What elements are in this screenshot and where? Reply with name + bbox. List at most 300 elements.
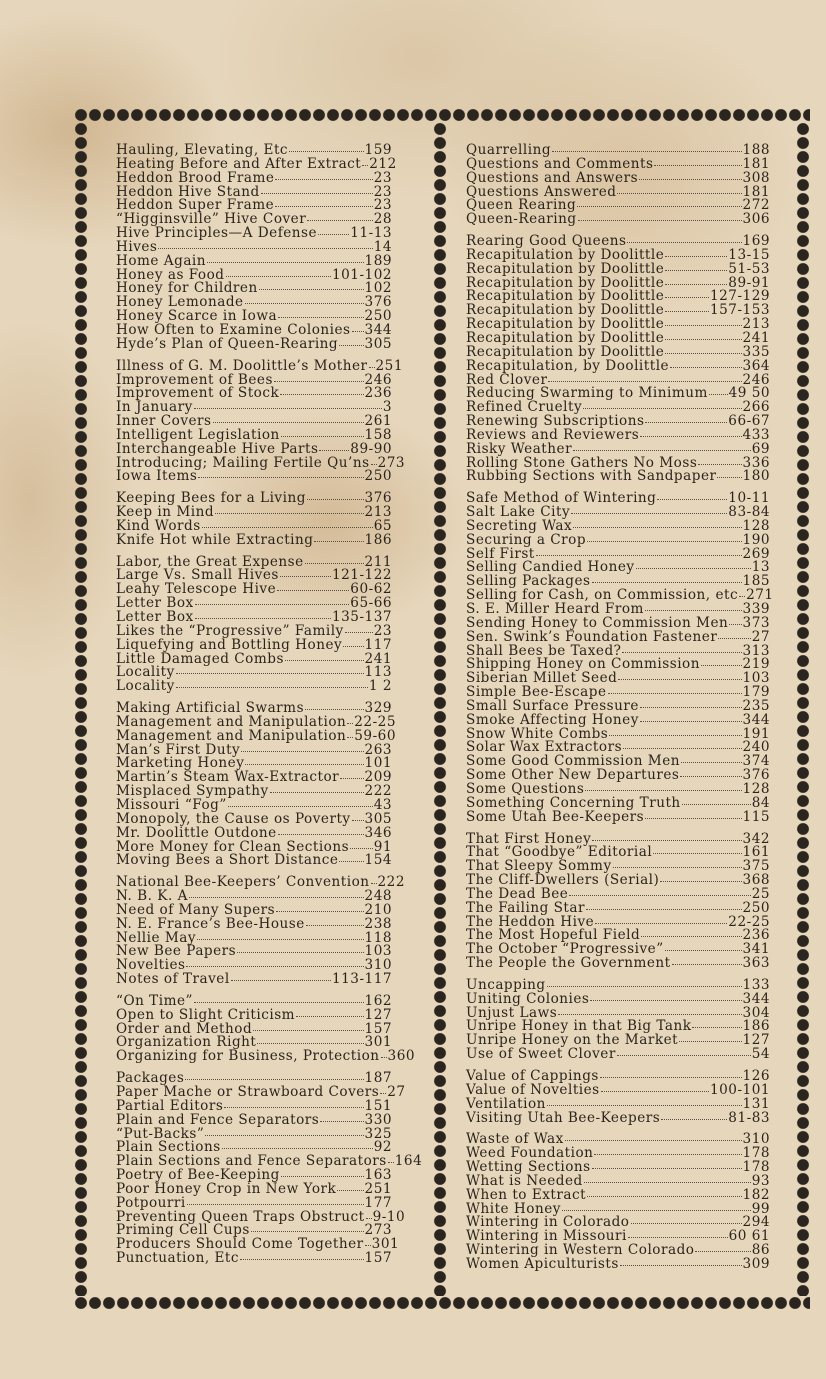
dot-leader [631,1222,742,1224]
dot-leader [620,1264,742,1266]
entry-page-number: 127 [364,1006,392,1023]
entry-page-number: 23 [373,169,392,186]
entry-page-number: 190 [742,531,770,548]
entry-page-number: 28 [373,211,392,228]
entry-page-number: 238 [364,915,392,932]
entry-page-number: 11-13 [350,225,392,242]
entry-page-number: 346 [364,824,392,841]
dot-leader [665,269,727,271]
dot-leader [661,1118,727,1120]
dot-leader [369,366,375,368]
entry-page-number: 188 [742,142,770,158]
entry-title: Honey Scarce in Iowa [116,308,278,325]
entry-title: Hyde’s Plan of Queen-Rearing [116,335,339,352]
dot-leader [347,722,353,724]
dot-leader [306,924,364,926]
dot-leader [289,150,364,152]
dot-leader [571,512,727,514]
entry-title: How Often to Examine Colonies [116,321,351,338]
dot-leader [352,819,364,821]
dot-leader [641,935,741,937]
entry-title: Refined Cruelty [466,399,583,416]
entry-title: Keep in Mind [116,504,215,521]
entry-title: Selling Packages [466,573,591,590]
entry-page-number: 60-62 [350,581,392,598]
dot-leader [381,1056,387,1058]
entry-page-number: 128 [742,780,770,797]
entry-page-number: 154 [364,852,392,869]
entry-title: Punctuation, Etc [116,1250,239,1267]
entry-title: The People the Government [466,955,671,972]
entry-title: Visiting Utah Bee-Keepers [466,1109,661,1126]
dot-leader [654,164,741,166]
entry-page-number: 240 [742,739,770,756]
entry-title: Simple Bee-Escape [466,684,607,701]
entry-title: Shall Bees be Taxed? [466,642,622,659]
entry-page-number: 181 [742,155,770,172]
dot-leader [280,393,363,395]
entry-page-number: 91 [373,838,392,855]
entry-title: Hive Principles—A Defense [116,225,318,242]
entry-page-number: 162 [364,992,392,1009]
dot-leader [339,344,363,346]
entry-title: Small Surface Pressure [466,697,639,714]
dot-leader [578,219,742,221]
entry-page-number: 304 [742,1004,770,1021]
entry-title: Some Utah Bee-Keepers [466,808,645,825]
entry-title: Selling for Cash, on Commission, etc [466,587,739,604]
index-entry [466,470,770,484]
entry-title: “Higginsville” Hive Cover [116,211,307,228]
dot-leader [202,526,373,528]
entry-title: Leahy Telescope Hive [116,581,277,598]
dot-leader [595,922,727,924]
dot-leader [388,1161,394,1163]
entry-page-number: 14 [373,238,392,255]
entry-page-number: 186 [364,531,392,548]
entry-page-number: 374 [742,753,770,770]
entry-page-number: 157 [364,1250,392,1267]
dot-leader [717,476,741,478]
dot-leader [281,435,364,437]
dot-leader [205,1134,363,1136]
dot-leader [176,672,364,674]
entry-page-number: 103 [742,670,770,687]
entry-title: Queen-Rearing [466,211,577,228]
entry-page-number: 222 [364,783,392,800]
entry-page-number: 433 [742,426,770,443]
entry-page-number: 178 [742,1145,770,1162]
entry-title: Queen Rearing [466,197,577,214]
dot-leader [640,720,742,722]
dot-leader [187,1203,364,1205]
entry-title: Heddon Brood Frame [116,169,275,186]
dot-leader [371,882,377,884]
entry-page-number: 241 [742,329,770,346]
dot-leader [296,1015,363,1017]
entry-page-number: 306 [742,211,770,228]
entry-title: “Put-Backs” [116,1125,205,1142]
dot-leader [698,463,741,465]
dot-leader [270,791,364,793]
entry-title: Value of Cappings [466,1068,599,1084]
entry-page-number: 212 [369,155,397,172]
dot-leader [215,512,363,514]
entry-title: Safe Method of Wintering [466,490,657,507]
entry-page-number: 209 [364,769,392,786]
dot-leader [245,763,363,765]
entry-title: N. E. France’s Bee-House [116,915,305,932]
entry-title: Partial Editors [116,1097,224,1114]
entry-page-number: 344 [364,321,392,338]
entry-title: Letter Box [116,609,194,625]
dot-leader [639,178,741,180]
entry-page-number: 22-25 [354,713,396,730]
entry-title: The Failing Star [466,899,585,916]
entry-page-number: 59-60 [354,727,396,744]
border-bottom-dots [74,1296,810,1310]
entry-title: Uncapping [466,976,546,993]
entry-page-number: 65-66 [350,595,392,612]
entry-title: Questions Answered [466,183,617,200]
entry-title: That “Goodbye” Editorial [466,844,653,861]
entry-page-number: 164 [394,1153,423,1170]
entry-title: That Sleepy Sommy [466,858,612,875]
entry-page-number: 213 [742,316,770,333]
entry-title: Knife Hot while Extracting [116,531,314,548]
dot-leader [251,1230,364,1232]
dot-leader [320,1120,363,1122]
entry-page-number: 103 [364,943,392,960]
entry-title: Keeping Bees for a Living [116,490,306,507]
dot-leader [587,540,741,542]
entry-page-number: 127 [742,1032,770,1049]
dot-leader [622,651,741,653]
dot-leader [547,985,742,987]
dot-leader [352,330,364,332]
entry-page-number: 376 [364,294,392,311]
dot-leader [613,866,742,868]
entry-title: Paper Mache or Strawboard Covers [116,1084,380,1100]
entry-title: Inner Covers [116,413,212,430]
entry-page-number: 376 [742,767,770,784]
entry-title: Priming Cell Cups [116,1222,250,1239]
dot-leader [278,316,363,318]
entry-title: Kind Words [116,517,201,534]
entry-title: Reviews and Reviewers [466,426,640,443]
entry-title: Recapitulation by Doolittle [466,316,665,333]
entry-title: Unripe Honey in that Big Tank [466,1018,692,1035]
entry-title: Nellie May [116,929,197,946]
dot-leader [176,686,368,688]
entry-page-number: 310 [742,1131,770,1148]
entry-page-number: 113-117 [332,971,392,988]
entry-page-number: 273 [364,1222,392,1239]
dot-leader [245,302,364,304]
index-entry [466,957,770,971]
border-left-dots [74,122,88,1296]
entry-title: Plain Sections [116,1139,221,1156]
entry-title: Waste of Wax [466,1131,564,1148]
dot-leader [194,407,382,409]
entry-page-number: 313 [742,642,770,659]
index-entry [466,808,770,825]
entry-page-number: 181 [742,183,770,200]
entry-page-number: 127-129 [710,288,770,305]
dot-leader [305,708,364,710]
entry-title: Rubbing Sections with Sandpaper [466,468,717,485]
entry-title: Solar Wax Extractors [466,739,623,756]
dot-leader [665,310,709,312]
entry-page-number: 342 [742,830,770,847]
entry-title: Recapitulation by Doolittle [466,260,665,277]
entry-page-number: 246 [364,371,392,388]
entry-page-number: 101-102 [332,266,392,283]
entry-title: Heddon Hive Stand [116,183,260,200]
entry-title: S. E. Miller Heard From [466,601,644,617]
dot-leader [594,1153,741,1155]
entry-title: Liquefying and Bottling Honey [116,636,343,653]
dot-leader [583,407,741,409]
entry-title: Improvement of Bees [116,371,273,388]
entry-page-number: 163 [364,1167,392,1184]
entry-title: Quarrelling [466,142,552,158]
dot-leader [197,938,363,940]
entry-title: Preventing Queen Traps Obstruct [116,1208,365,1225]
dot-leader [307,498,364,500]
entry-title: The Most Hopeful Field [466,927,641,944]
entry-title: Risky Weather [466,440,573,457]
entry-page-number: 177 [364,1194,392,1211]
dot-leader [565,1139,742,1141]
dot-leader [337,1189,363,1191]
entry-title: The Cliff-Dwellers (Serial) [466,872,660,889]
index-entry [466,1048,770,1062]
entry-page-number: 93 [751,1172,770,1189]
entry-page-number: 250 [742,899,770,916]
entry-page-number: 117 [364,636,392,653]
entry-page-number: 330 [364,1111,392,1128]
dot-leader [653,852,741,854]
entry-title: Notes of Travel [116,971,230,988]
border-top-dots [74,108,810,122]
dot-leader [339,860,363,862]
dot-leader [577,205,741,207]
index-entry [466,1255,770,1272]
entry-title: Hauling, Elevating, Etc [116,142,289,158]
entry-page-number: 115 [742,808,770,825]
dot-leader [350,847,373,849]
entry-page-number: 159 [364,142,392,158]
dot-leader [213,421,364,423]
entry-title: Some Good Commission Men [466,753,680,770]
entry-page-number: 157-153 [710,302,770,319]
index-entry [116,335,392,352]
entry-page-number: 66-67 [728,413,770,430]
dot-leader [628,1236,728,1238]
entry-title: Unjust Laws [466,1004,558,1021]
dot-leader [536,554,742,556]
entry-page-number: 83-84 [728,504,770,521]
entry-title: The Dead Bee [466,885,569,902]
entry-page-number: 211 [364,553,392,570]
entry-page-number: 271 [746,587,774,604]
dot-leader [285,659,364,661]
dot-leader [228,805,373,807]
dot-leader [305,562,364,564]
entry-page-number: 113 [364,664,392,681]
entry-page-number: 102 [364,280,392,297]
dot-leader [198,476,363,478]
dot-leader [665,324,741,326]
entry-title: Hives [116,238,158,255]
dot-leader [224,1106,363,1108]
dot-leader [237,951,363,953]
entry-title: Rolling Stone Gathers No Moss [466,454,698,471]
entry-title: Marketing Honey [116,755,245,772]
dot-leader [345,631,373,633]
dot-leader [241,750,363,752]
entry-page-number: 301 [364,1034,392,1051]
entry-title: Recapitulation by Doolittle [466,274,665,291]
entry-title: Poetry of Bee-Keeping [116,1167,280,1184]
dot-leader [645,609,742,611]
entry-title: Value of Novelties [466,1081,600,1098]
entry-page-number: 219 [742,656,770,673]
entry-title: Man’s First Duty [116,741,241,758]
entry-title: Mr. Doolittle Outdone [116,824,277,841]
entry-page-number: 118 [364,929,392,946]
entry-title: Improvement of Stock [116,385,280,402]
dot-leader [195,617,331,619]
dot-leader [307,219,372,221]
entry-page-number: 336 [742,454,770,471]
entry-page-number: 308 [742,169,770,186]
dot-leader [366,1217,372,1219]
entry-page-number: 27 [751,628,770,645]
dot-leader [665,255,727,257]
entry-page-number: 341 [742,941,770,958]
index-entry [116,854,392,868]
dot-leader [681,761,742,763]
entry-title: Uniting Colonies [466,990,590,1007]
entry-page-number: 25 [751,885,770,902]
entry-title: Open to Slight Criticism [116,1006,296,1023]
dot-leader [278,833,364,835]
dot-leader [189,896,364,898]
entry-page-number: 236 [742,927,770,944]
entry-page-number: 269 [742,545,770,562]
entry-page-number: 210 [364,901,392,918]
entry-page-number: 89-91 [728,274,770,291]
entry-title: Introducing; Mailing Fertile Qu’ns [116,454,370,471]
entry-title: More Money for Clean Sections [116,838,350,855]
entry-title: Some Other New Departures [466,767,680,784]
entry-page-number: 310 [364,957,392,974]
dot-leader [362,164,368,166]
entry-page-number: 131 [742,1095,770,1112]
entry-page-number: 54 [751,1046,770,1063]
entry-title: Recapitulation by Doolittle [466,343,665,360]
dot-leader [584,1181,751,1183]
dot-leader [573,449,751,451]
entry-title: Home Again [116,252,207,269]
entry-page-number: 363 [742,955,770,972]
index-entry [116,531,392,548]
entry-page-number: 186 [742,1018,770,1035]
entry-page-number: 222 [377,874,405,891]
entry-title: Renewing Subscriptions [466,413,645,430]
index-entry [116,227,392,241]
dot-leader [609,734,741,736]
entry-page-number: 251 [375,357,403,374]
entry-title: Moving Bees a Short Distance [116,852,339,869]
entry-title: Interchangeable Hive Parts [116,440,319,457]
entry-title: Something Concerning Truth [466,794,681,811]
dot-leader [226,275,332,277]
dot-leader [665,296,709,298]
entry-title: Snow White Combs [466,725,609,742]
entry-title: Secreting Wax [466,517,573,534]
entry-page-number: 157 [364,1020,392,1037]
entry-page-number: 23 [373,622,392,639]
entry-title: Organization Right [116,1034,257,1051]
dot-leader [679,1040,741,1042]
entry-title: Martin’s Steam Wax-Extractor [116,769,340,786]
entry-page-number: 236 [364,385,392,402]
index-entry [116,1048,415,1065]
index-column-left [116,142,423,1267]
entry-page-number: 51-53 [728,260,770,277]
dot-leader [587,1195,742,1197]
entry-title: Need of Many Supers [116,901,276,918]
entry-title: Red Clover [466,371,548,388]
dot-leader [623,747,742,749]
dot-leader [240,1258,364,1260]
dot-leader [547,1104,742,1106]
entry-title: Organizing for Business, Protection [116,1048,380,1065]
entry-title: Unripe Honey on the Market [466,1032,679,1049]
dot-leader [365,1244,371,1246]
dot-leader [739,595,745,597]
entry-page-number: 182 [742,1186,770,1203]
dot-leader [682,803,751,805]
dot-leader [709,393,728,395]
dot-leader [680,775,741,777]
dot-leader [573,526,741,528]
entry-title: Questions and Comments [466,155,654,172]
dot-leader [695,1250,750,1252]
entry-page-number: 191 [742,725,770,742]
dot-leader [274,380,364,382]
entry-page-number: 364 [742,357,770,374]
entry-page-number: 273 [377,454,406,471]
dot-leader [729,623,741,625]
entry-page-number: 43 [373,796,392,813]
index-column-right [466,142,774,1272]
dot-leader [617,192,741,194]
dot-leader [347,736,353,738]
entry-page-number: 251 [364,1180,392,1197]
entry-page-number: 13 [751,559,770,576]
dot-leader [558,1013,741,1015]
entry-page-number: 178 [742,1159,770,1176]
entry-page-number: 128 [742,517,770,534]
entry-title: Shipping Honey on Commission [466,656,700,673]
entry-title: Wintering in Western Colorado [466,1242,695,1259]
entry-title: Recapitulation by Doolittle [466,288,665,305]
dot-leader [617,1054,751,1056]
